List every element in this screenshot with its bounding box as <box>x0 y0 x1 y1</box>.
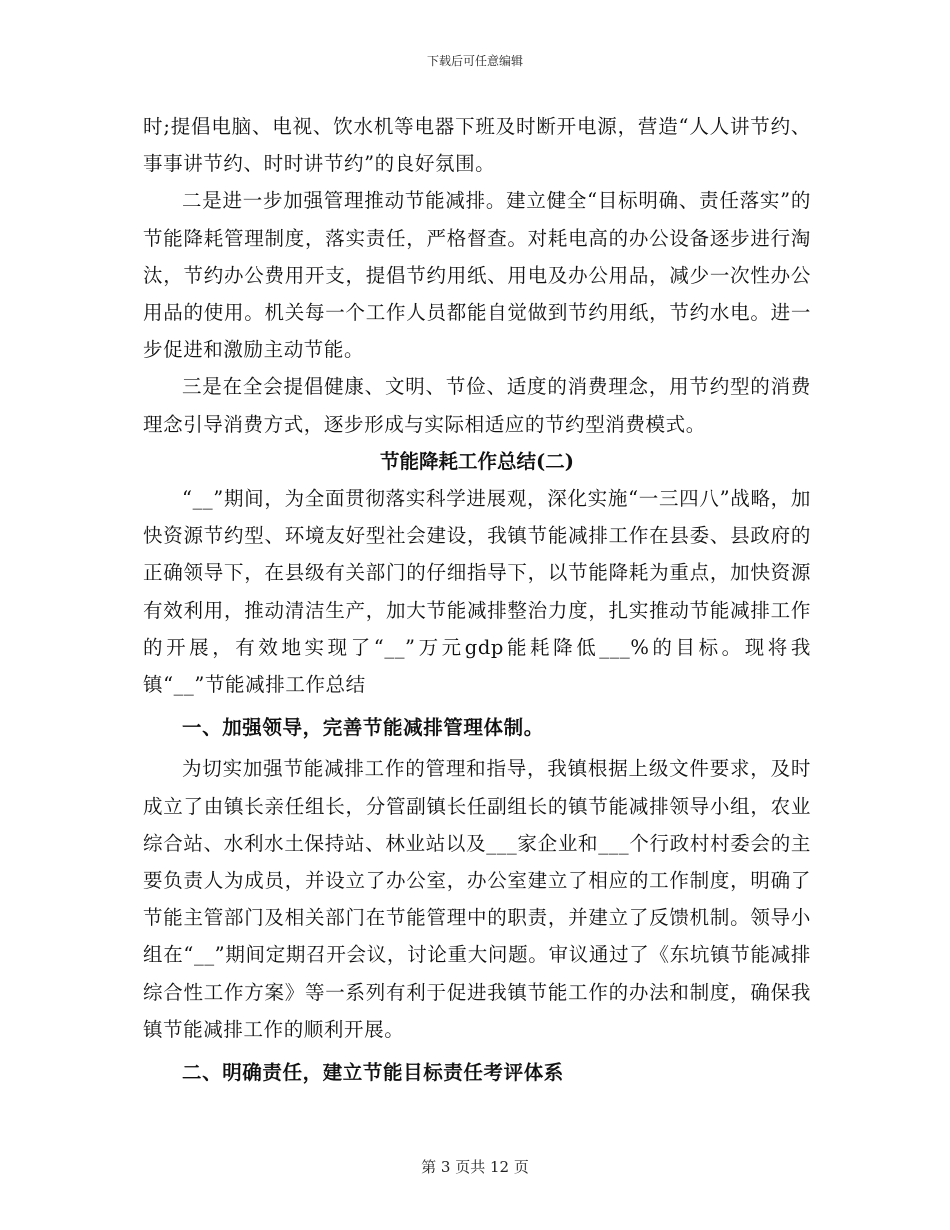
page-footer: 第 3 页共 12 页 <box>421 1158 529 1176</box>
heading-1: 一、加强领导，完善节能减排管理体制。 <box>182 716 544 740</box>
document-body <box>143 108 811 1095</box>
page-header: 下载后可任意编辑 <box>426 54 523 68</box>
paragraph-2: 二是进一步加强管理推动节能减排。建立健全“目标明确、责任落实”的节能降耗管理制度，落实责任，严格督查。对耗电高的办公设备逐步进行淘汰，节约办公费用开支，提倡节约用纸、用电及办公用品，减少一次性办公用品的使用。机关每一个工作人员都能自觉做到节约用纸，节约水电。进一步促进和激励主动节能。 <box>143 189 811 362</box>
section-title: 节能降耗工作总结(二) <box>380 449 574 473</box>
paragraph-3: 三是在全会提倡健康、文明、节俭、适度的消费理念，用节约型的消费理念引导消费方式，逐步形成与实际相适应的节约型消费模式。 <box>143 375 811 436</box>
paragraph-1: 时;提倡电脑、电视、饮水机等电器下班及时断开电源，营造“人人讲节约、事事讲节约、时时讲节约”的良好氛围。 <box>143 115 811 176</box>
paragraph-4: “__”期间，为全面贯彻落实科学进展观，深化实施“一三四八”战略，加快资源节约型、环境友好型社会建设，我镇节能减排工作在县委、县政府的正确领导下，在县级有关部门的仔细指导下，以节能降耗为重点，加快资源有效利用，推动清洁生产，加大节能减排整治力度，扎实推动节能减排工作的开展，有效地实现了“__”万元gdp能耗降低___%的目标。现将我镇“__”节能减排工作总结 <box>143 487 811 697</box>
paragraph-5: 为切实加强节能减排工作的管理和指导，我镇根据上级文件要求，及时成立了由镇长亲任组长，分管副镇长任副组长的镇节能减排领导小组，农业综合站、水利水土保持站、林业站以及___家企业和___个行政村村委会的主要负责人为成员，并设立了办公室，办公室建立了相应的工作制度，明确了节能主管部门及相关部门在节能管理中的职责，并建立了反馈机制。领导小组在“__”期间定期召开会议，讨论重大问题。审议通过了《东坑镇节能减排综合性工作方案》等一系列有利于促进我镇节能工作的办法和制度，确保我镇节能减排工作的顺利开展。 <box>143 757 811 1041</box>
heading-2: 二、明确责任，建立节能目标责任考评体系 <box>182 1061 564 1085</box>
